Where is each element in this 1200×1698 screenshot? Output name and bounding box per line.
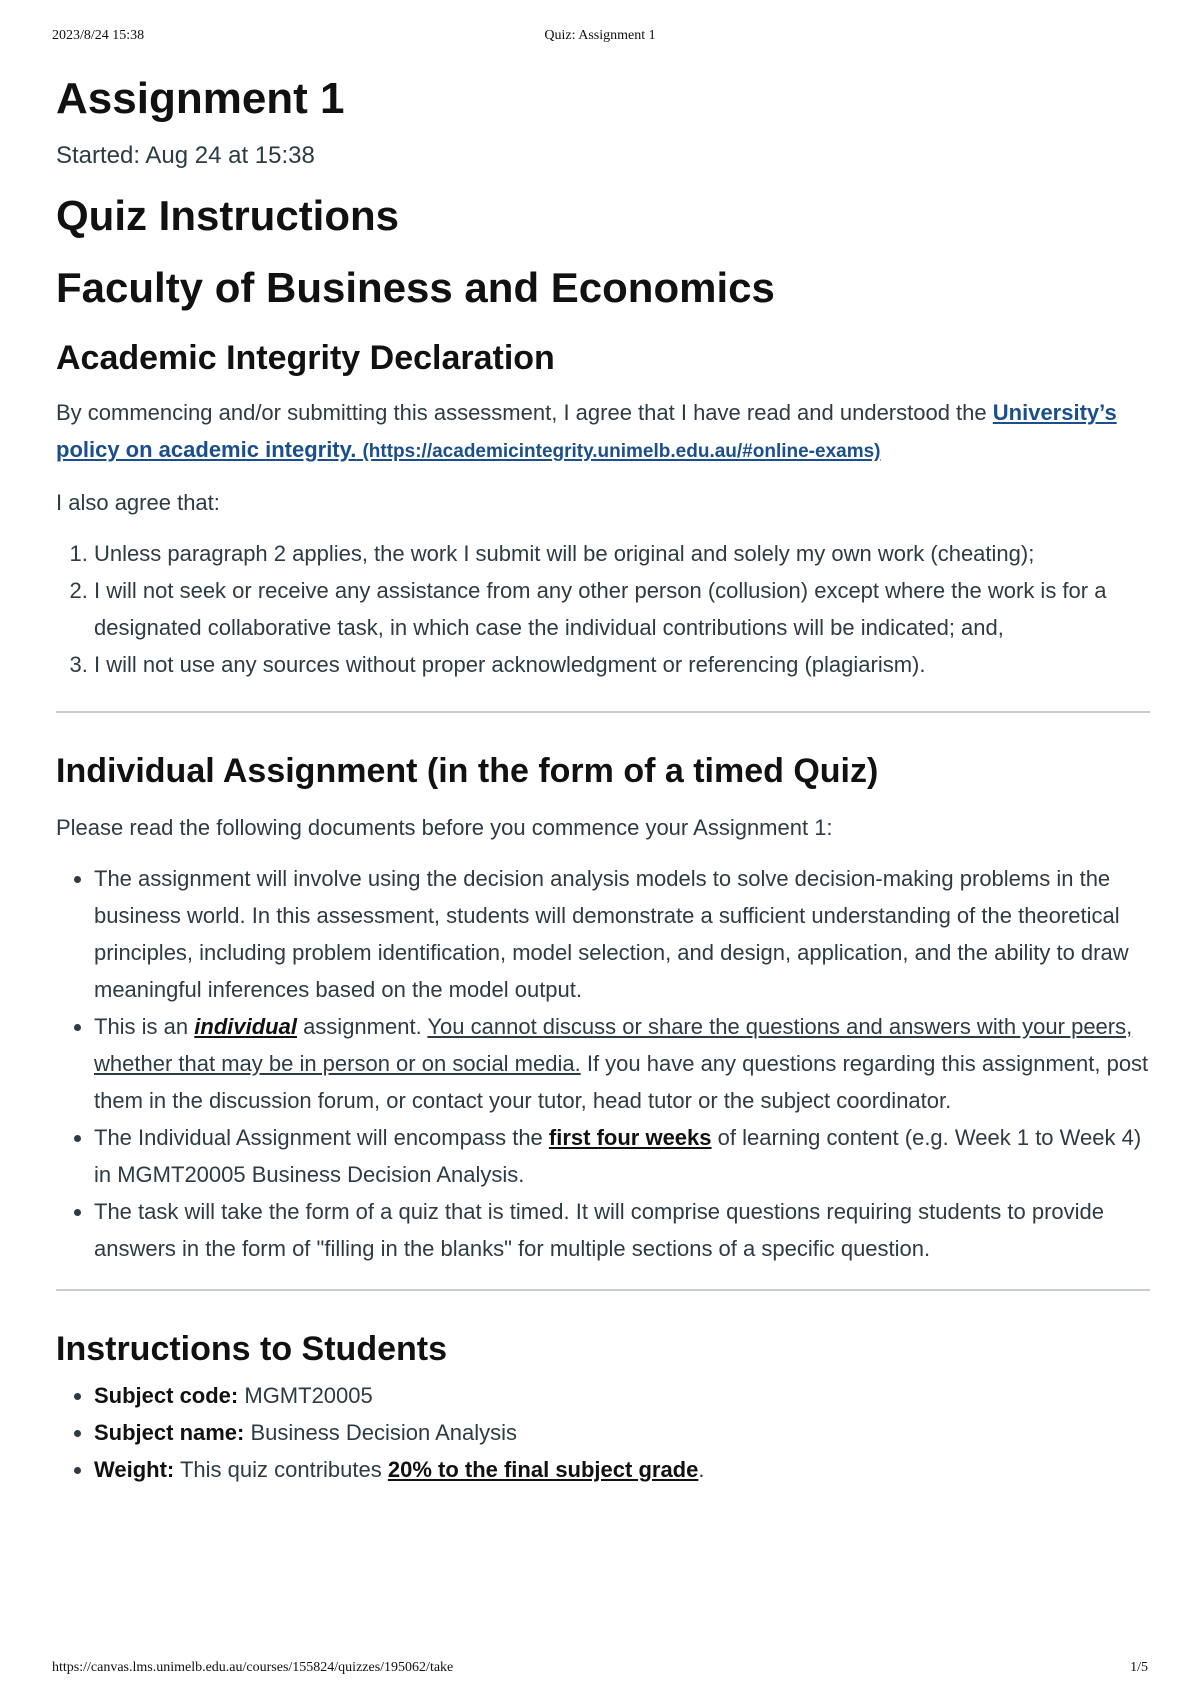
weight-value: This quiz contributes (174, 1457, 388, 1482)
quiz-content (56, 58, 1150, 1488)
no-sharing-warning: You cannot discuss or share the questions and answers with your peers, whether that may be in person or on social media. (94, 1014, 1133, 1076)
subject-code-value: MGMT20005 (238, 1383, 373, 1408)
list-item (94, 1119, 1150, 1193)
print-timestamp: 2023/8/24 15:38 (52, 28, 145, 43)
individual-intro: Please read the following documents before you commence your Assignment 1: (56, 815, 833, 840)
list-item (94, 1414, 1150, 1451)
declaration-list (56, 535, 1150, 683)
bullet2-text-a: This is an (94, 1014, 195, 1039)
subject-name-value: Business Decision Analysis (244, 1420, 518, 1445)
print-url: https://canvas.lms.unimelb.edu.au/courses/155824/quizzes/195062/take (52, 1660, 454, 1675)
bullet3-text-b: of learning content (e.g. Week 1 to Week 4) in MGMT20005 Business Decision Analysis. (94, 1125, 1142, 1187)
individual-assignment-heading: Individual Assignment (in the form of a timed Quiz) (56, 752, 879, 790)
faculty-heading: Faculty of Business and Economics (56, 264, 775, 311)
weight-label: Weight: (94, 1457, 175, 1482)
quiz-instructions-heading: Quiz Instructions (56, 192, 400, 239)
integrity-intro (56, 394, 1150, 470)
subject-name-label: Subject name: (94, 1420, 245, 1445)
weight-emphasis: 20% to the final subject grade (387, 1457, 699, 1482)
bullet2-text-b: assignment. (296, 1014, 428, 1039)
print-title: Quiz: Assignment 1 (544, 28, 656, 43)
print-footer (52, 1660, 1148, 1680)
list-item: 3. I will not use any sources without proper acknowledgment or referencing (plagiarism). (94, 646, 1150, 683)
first-four-weeks-emphasis: first four weeks (548, 1125, 712, 1150)
section-divider (56, 1289, 1150, 1291)
integrity-link-text: University’s policy on academic integrity. (56, 400, 1117, 462)
subject-code-label: Subject code: (94, 1383, 239, 1408)
list-item (94, 1008, 1150, 1119)
bullet2-text-c: If you have any questions regarding this assignment, post them in the discussion forum, or contact your tutor, head tutor or the subject coordinator. (94, 1051, 1149, 1113)
individual-bullets (56, 860, 1150, 1267)
subject-details-list (56, 1377, 1150, 1488)
list-item (94, 1451, 1150, 1488)
page-number: 1/5 (1130, 1660, 1148, 1675)
instructions-to-students-heading: Instructions to Students (56, 1330, 447, 1368)
list-item: • The assignment will involve using the decision analysis models to solve decision-making problems in the business world. In this assessment, students will demonstrate a sufficient understanding of the theoretical principles, including problem identification, model selection, and design, application, and the ability to draw meaningful inferences based on the model output. (94, 860, 1150, 1008)
list-item: 2. I will not seek or receive any assistance from any other person (collusion) except where the work is for a designated collaborative task, in which case the individual contributions will be indicated; and, (94, 572, 1150, 646)
list-item: 1. Unless paragraph 2 applies, the work I submit will be original and solely my own work (cheating); (94, 535, 1150, 572)
individual-emphasis: individual (194, 1014, 297, 1039)
bullet3-text-a: The Individual Assignment will encompass the (94, 1125, 549, 1150)
integrity-intro-text: By commencing and/or submitting this assessment, I agree that I have read and understood the (56, 400, 993, 425)
list-item (94, 1377, 1150, 1414)
section-divider (56, 711, 1150, 713)
integrity-link-url: (https://academicintegrity.unimelb.edu.au/#online-exams) (362, 441, 881, 462)
list-item: • The task will take the form of a quiz that is timed. It will comprise questions requiring students to provide answers in the form of "filling in the blanks" for multiple sections of a specific question. (94, 1193, 1150, 1267)
also-agree-text: I also agree that: (56, 490, 220, 515)
integrity-heading: Academic Integrity Declaration (56, 339, 555, 377)
print-header (52, 28, 1148, 48)
started-timestamp: Started: Aug 24 at 15:38 (56, 142, 315, 169)
page-title: Assignment 1 (56, 74, 345, 123)
weight-end: . (698, 1457, 705, 1482)
